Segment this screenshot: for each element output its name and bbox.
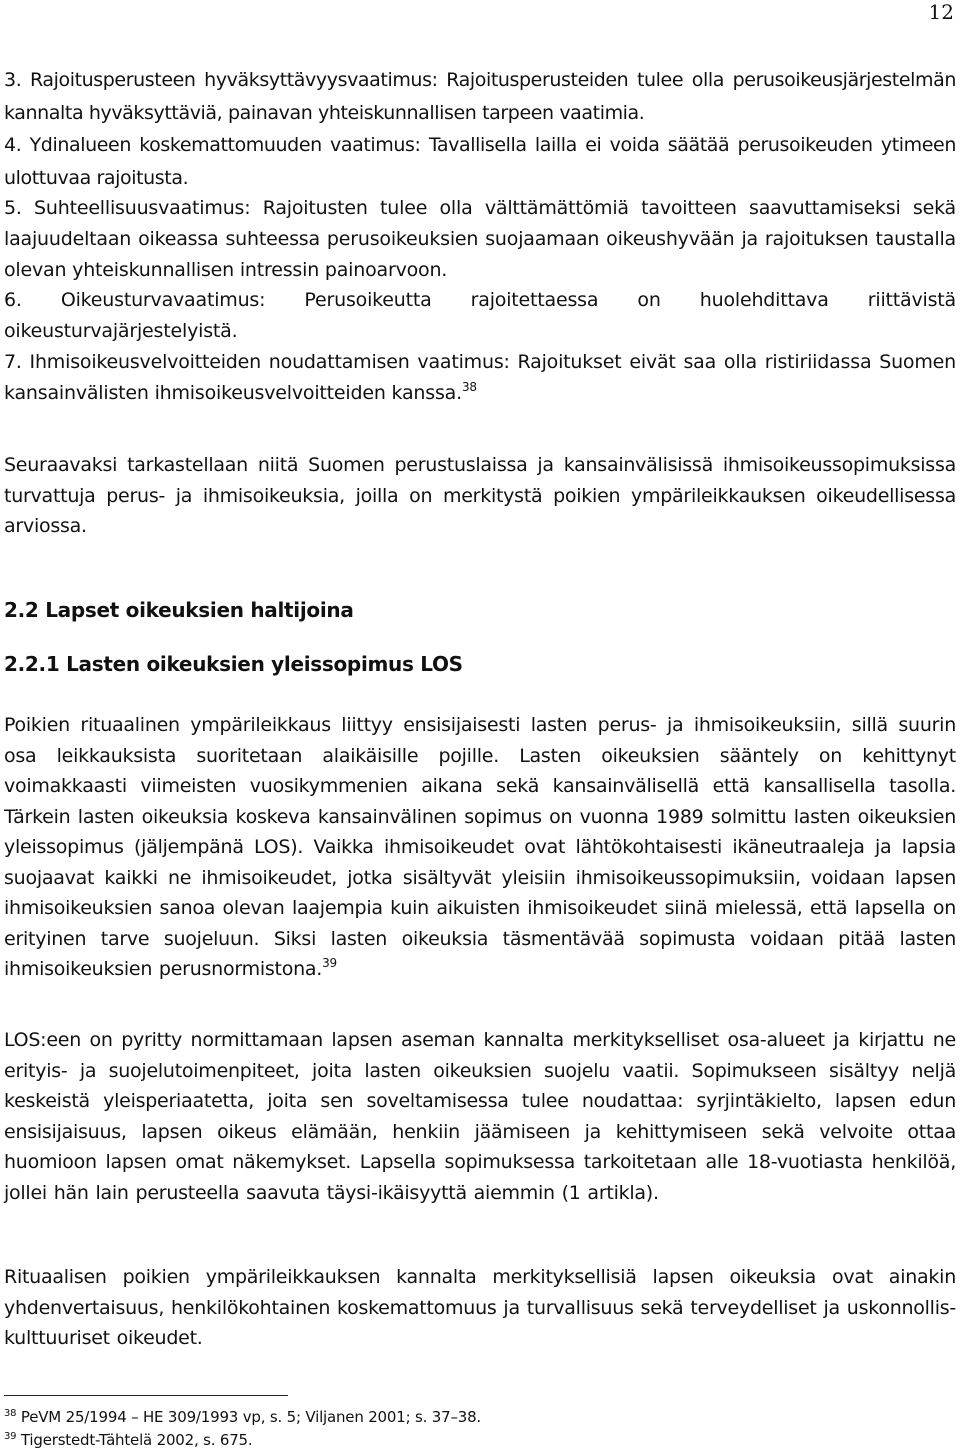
footnote (4, 1429, 481, 1452)
list-item: 4. Ydinalueen koskemattomuuden vaatimus: Tavallisella lailla ei voida säätää perusoikeuden ytimeen ulottuvaa rajoitusta. (4, 134, 956, 189)
list-item: 5. Suhteellisuusvaatimus: Rajoitusten tulee olla välttämättömiä tavoitteen saavuttamiseksi sekä laajuudeltaan oikeassa suhteessa perusoikeuksien suojaamaan oikeushyvään ja rajoituksen taustalla olevan yhteiskunnallisen intressin painoarvoon. (4, 197, 956, 281)
footnote-divider (4, 1395, 288, 1396)
footnote-ref-39[interactable]: 39 (322, 956, 337, 970)
body-paragraph-2: LOS:een on pyritty normittamaan lapsen aseman kannalta merkitykselliset osa-alueet ja kirjattu ne erityis- ja suojelutoimenpiteet, joita lasten oikeuksien suojelu vaatii. Sopimukseen sisältyy neljä keskeistä yleisperiaatetta, joita sen soveltamisessa tulee noudattaa: syrjintäkielto, lapsen edun ensisijaisuus, lapsen oikeus elämään, henkiin jäämiseen ja kehittymiseen sekä velvoite ottaa huomioon lapsen omat näkemykset. Lapsella sopimuksessa tarkoitetaan alle 18-vuotiasta henkilöä, jollei hän lain perusteella saavuta täysi-ikäisyyttä aiemmin (1 artikla). (4, 1029, 956, 1204)
page-number: 12 (928, 0, 954, 24)
subsection-heading: 2.2.1 Lasten oikeuksien yleissopimus LOS (4, 652, 463, 676)
list-item: 3. Rajoitusperusteen hyväksyttävyysvaatimus: Rajoitusperusteiden tulee olla perusoikeusjärjestelmän kannalta hyväksyttäviä, painavan yhteiskunnallisen tarpeen vaatimia. (4, 69, 956, 124)
list-item-text: 7. Ihmisoikeusvelvoitteiden noudattamisen vaatimus: Rajoitukset eivät saa olla ristiriidassa Suomen kansainvälisten ihmisoikeusvelvoitteiden kanssa. (4, 350, 956, 404)
body-paragraph-3: Rituaalisen poikien ympärileikkauksen kannalta merkityksellisiä lapsen oikeuksia ovat ainakin yhdenvertaisuus, henkilökohtainen koskemattomuus ja turvallisuus sekä terveydelliset ja uskonnollis-kulttuuriset oikeudet. (4, 1266, 956, 1349)
body-paragraph-1 (4, 710, 956, 985)
footnote-number: 38 (4, 1408, 17, 1419)
footnote-text: PeVM 25/1994 – HE 309/1993 vp, s. 5; Viljanen 2001; s. 37–38. (20, 1408, 481, 1426)
footnotes (4, 1406, 481, 1452)
principles-list-lower (4, 193, 956, 409)
footnote-number: 39 (4, 1431, 17, 1442)
paragraph-text: Poikien rituaalinen ympärileikkaus liittyy ensisijaisesti lasten perus- ja ihmisoikeuksiin, sillä suurin osa leikkauksista suoritetaan alaikäisille pojille. Lasten oikeuksien sääntely on kehittynyt voimakkaasti viimeisten vuosikymmenien aikana sekä kansainvälisellä että kansallisella tasolla. Tärkein lasten oikeuksia koskeva kansainvälinen sopimus on vuonna 1989 solmittu lasten oikeuksien yleissopimus (jäljempänä LOS). Vaikka ihmisoikeudet ovat lähtökohtaisesti ikäneutraaleja ja lapsia suojaavat kaikki ne ihmisoikeudet, jotka sisältyvät yleisiin ihmisoikeussopimuksiin, voidaan lapsen ihmisoikeuksien sanoa olevan laajempia kuin aikuisten ihmisoikeudet siinä mielessä, että lapsella on erityinen tarve suojeluun. Siksi lasten oikeuksia täsmentävää sopimusta voidaan pitää lasten ihmisoikeuksien perusnormistona. (4, 714, 956, 980)
footnote-ref-38[interactable]: 38 (461, 379, 477, 394)
list-item (4, 347, 956, 409)
intro-paragraph: Seuraavaksi tarkastellaan niitä Suomen perustuslaissa ja kansainvälisissä ihmisoikeussopimuksissa turvattuja perus- ja ihmisoikeuksia, joilla on merkitystä poikien ympärileikkauksen oikeudellisessa arviossa. (4, 454, 956, 537)
section-heading: 2.2 Lapset oikeuksien haltijoina (4, 598, 354, 622)
list-item: 6. Oikeusturvavaatimus: Perusoikeutta rajoitettaessa on huolehdittava riittävistä oikeusturvajärjestelyistä. (4, 289, 956, 343)
footnote-text: Tigerstedt-Tähtelä 2002, s. 675. (20, 1431, 253, 1449)
footnote (4, 1406, 481, 1429)
principles-list-upper (4, 64, 956, 194)
